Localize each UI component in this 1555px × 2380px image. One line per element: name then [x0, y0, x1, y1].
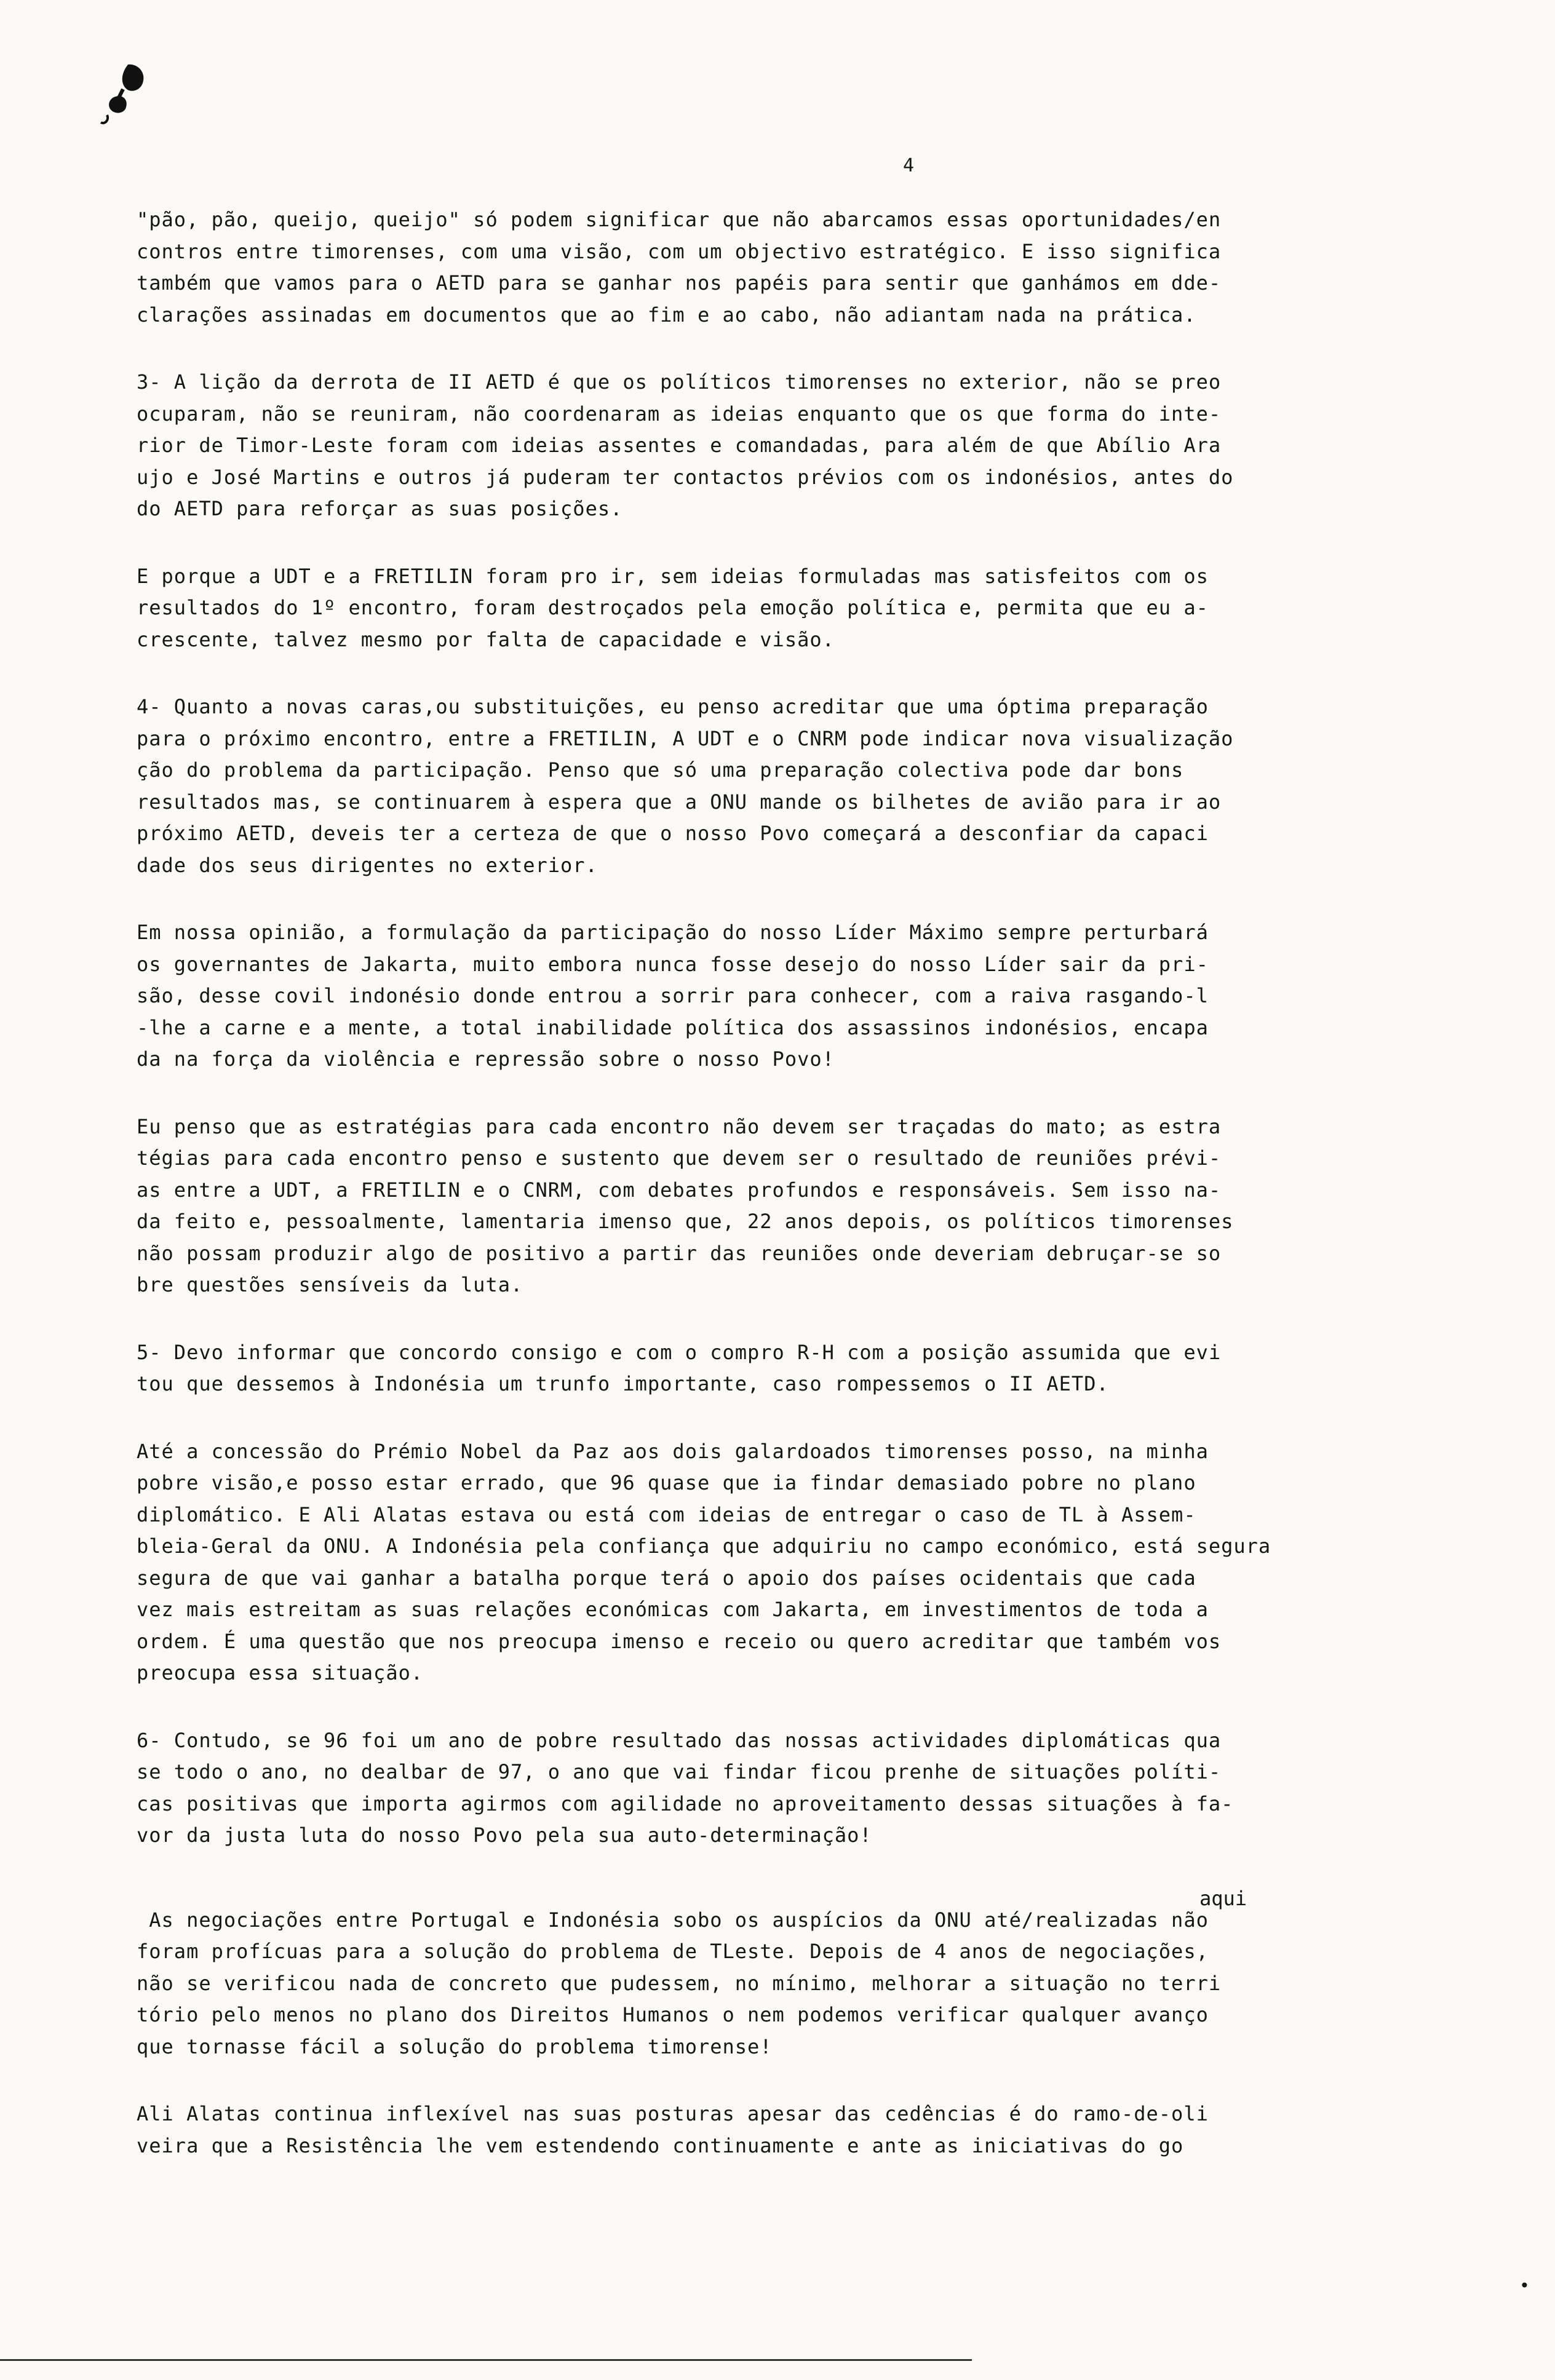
paragraph-8: Até a concessão do Prémio Nobel da Paz aos dois galardoados timorenses posso, na minha pobre visão,e posso estar errado, que 96 quase que ia findar demasiado pobre no plano diplomático. E Ali Alatas estava ou está com ideias de entregar o caso de TL à Assem- bleia-Geral da ONU. A Indonésia pela confiança que adquiriu no campo económico, está segura segura de que vai ganhar a batalha porque terá o apoio dos países ocidentais que cada vez mais estreitam as suas relações económicas com Jakarta, em investimentos de toda a ordem. É uma questão que nos preocupa imenso e receio ou quero acreditar que também vos preocupa essa situação.: [137, 1439, 1271, 1684]
paragraph-9: 6- Contudo, se 96 foi um ano de pobre resultado das nossas actividades diplomáticas qua se todo o ano, no dealbar de 97, o ano que vai findar ficou prenhe de situações políti- cas positivas que importa agirmos com agilidade no aproveitamento dessas situações à fa- vor da justa luta do nosso Povo pela sua auto-determinação!: [137, 1728, 1234, 1847]
paragraph-1: "pão, pão, queijo, queijo" só podem significar que não abarcamos essas oportunidades/en contros entre timorenses, com uma visão, com um objectivo estratégico. E isso significa também que vamos para o AETD para se ganhar nos papéis para sentir que ganhámos em dde- clarações assinadas em documentos que ao fim e ao cabo, não adiantam nada na prática.: [137, 208, 1222, 327]
paragraph-5: Em nossa opinião, a formulação da participação do nosso Líder Máximo sempre perturbará os governantes de Jakarta, muito embora nunca fosse desejo do nosso Líder sair da pri- são, desse covil indonésio donde entrou a sorrir para conhecer, com a raiva rasgando-l -lhe a carne e a mente, a total inabilidade política dos assassinos indonésios, encapa da na força da violência e repressão sobre o nosso Povo!: [137, 921, 1209, 1071]
paragraph-7: 5- Devo informar que concordo consigo e com o compro R-H com a posição assumida que evi tou que dessemos à Indonésia um trunfo importante, caso rompessemos o II AETD.: [137, 1340, 1222, 1395]
paragraph-2: 3- A lição da derrota de II AETD é que os políticos timorenses no exterior, não se preo ocuparam, não se reuniram, não coordenaram as ideias enquanto que os que forma do inte- rior de Timor-Leste foram com ideias assentes e comandadas, para além de que Abílio Ara ujo e José Martins e outros já puderam ter contactos prévios com os indonésios, antes do do AETD para reforçar as suas posições.: [137, 370, 1234, 520]
page-marker: 4: [903, 155, 915, 177]
handwritten-insert-aqui: aqui: [1199, 1887, 1247, 1910]
paragraph-11: Ali Alatas continua inflexível nas suas posturas apesar das cedências é do ramo-de-oli veira que a Resistência lhe vem estendendo continuamente e ante as iniciativas do go: [137, 2102, 1209, 2157]
paragraph-10: As negociações entre Portugal e Indonésia sobo os auspícios da ONU até/realizadas não foram profícuas para a solução do problema de TLeste. Depois de 4 anos de negociações, não se verificou nada de concreto que pudessem, no mínimo, melhorar a situação no terri tório pelo menos no plano dos Direitos Humanos o nem podemos verificar qualquer avanço que tornasse fácil a solução do problema timorense!: [137, 1908, 1222, 2058]
paragraph-6: Eu penso que as estratégias para cada encontro não devem ser traçadas do mato; as estra tégias para cada encontro penso e sustento que devem ser o resultado de reuniões prévi- as entre a UDT, a FRETILIN e o CNRM, com debates profundos e responsáveis. Sem isso na- da feito e, pessoalmente, lamentaria imenso que, 22 anos depois, os políticos timorenses não possam produzir algo de positivo a partir das reuniões onde deveriam debruçar-se so bre questões sensíveis da luta.: [137, 1114, 1234, 1296]
margin-mark: •: [1519, 2275, 1530, 2296]
paragraph-3: E porque a UDT e a FRETILIN foram pro ir, sem ideias formuladas mas satisfeitos com os resultados do 1º encontro, foram destroçados pela emoção política e, permita que eu a- crescente, talvez mesmo por falta de capacidade e visão.: [137, 564, 1209, 651]
letter-body: [137, 204, 1490, 2162]
ink-blot-icon: [91, 58, 159, 132]
paragraph-4: 4- Quanto a novas caras,ou substituições, eu penso acreditar que uma óptima preparação para o próximo encontro, entre a FRETILIN, A UDT e o CNRM pode indicar nova visualização ção do problema da participação. Penso que só uma preparação colectiva pode dar bons resultados mas, se continuarem à espera que a ONU mande os bilhetes de avião para ir ao próximo AETD, deveis ter a certeza de que o nosso Povo começará a desconfiar da capaci dade dos seus dirigentes no exterior.: [137, 695, 1234, 877]
bottom-rule: [0, 2359, 972, 2361]
